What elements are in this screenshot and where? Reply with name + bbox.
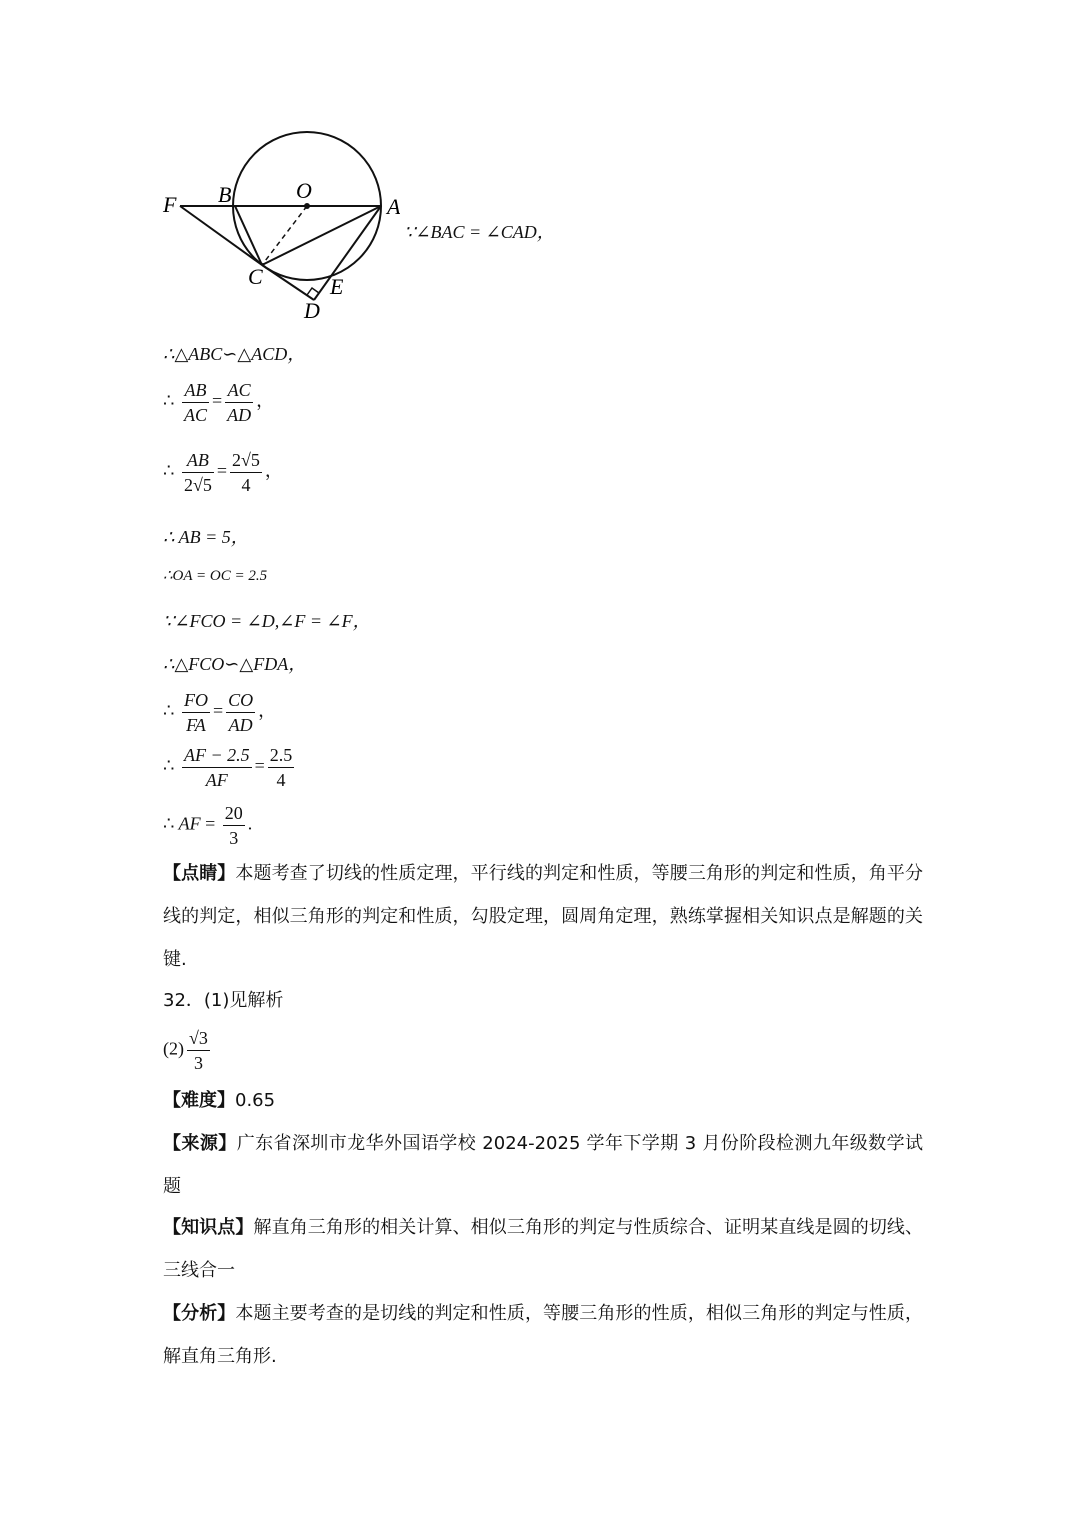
step-ratio-2: ∴ $\frac{AB}{2√5}$ = $\frac{2√5}{4}$ ，: [163, 450, 283, 495]
label-b: B: [218, 182, 232, 207]
segment-cd: [262, 265, 314, 300]
segment-ac: [262, 206, 381, 265]
label-d: D: [304, 298, 320, 323]
label-a: A: [387, 194, 400, 219]
label-c: C: [248, 264, 263, 289]
step-af-value: ∴ AF = $\frac{20}{3}$ .: [163, 803, 253, 848]
q32-answer-1: 32．(1)见解析: [163, 990, 284, 1011]
step-angle-equal: ∵∠BAC = ∠CAD，: [404, 222, 555, 242]
difficulty-line: 【难度】0.65: [163, 1090, 276, 1111]
knowledge-paragraph: 【知识点】解直角三角形的相关计算、相似三角形的判定与性质综合、证明某直线是圆的切线、三线合一: [163, 1217, 924, 1281]
step-radius: ∴OA = OC = 2.5: [163, 568, 268, 584]
center-o-point: [304, 203, 310, 209]
step-similar-abc-acd: ∴△ABC∽△ACD，: [163, 344, 306, 364]
comment-tag: 【点睛】: [163, 863, 236, 884]
label-o: O: [296, 178, 312, 203]
step-ratio-4: ∴ $\frac{AF - 2.5}{AF}$ = $\frac{2.5}{4}$: [163, 745, 293, 790]
comment-text: 本题考查了切线的性质定理，平行线的判定和性质，等腰三角形的判定和性质，角平分线的判定，相似三角形的判定和性质，勾股定理，圆周角定理，熟练掌握相关知识点是解题的关键.: [163, 863, 923, 970]
segment-ad: [314, 206, 381, 300]
source-paragraph: 【来源】广东省深圳市龙华外国语学校 2024-2025 学年下学期 3 月份阶段检测九年级数学试题: [163, 1133, 924, 1197]
analysis-paragraph: 【分析】本题主要考查的是切线的判定和性质，等腰三角形的性质，相似三角形的判定与性质，解直角三角形.: [163, 1303, 923, 1367]
label-f: F: [163, 192, 177, 217]
segment-oc-dashed: [262, 206, 307, 265]
step-ratio-1: ∴ $\frac{AB}{AC}$ = $\frac{AC}{AD}$ ，: [163, 380, 275, 425]
circle-geometry-figure: [160, 128, 400, 328]
step-ratio-3: ∴ $\frac{FO}{FA}$ = $\frac{CO}{AD}$ ，: [163, 690, 277, 735]
step-similar-fco-fda: ∴△FCO∽△FDA，: [163, 654, 307, 674]
step-angle-equal-2: ∵∠FCO = ∠D,∠F = ∠F，: [163, 611, 371, 631]
q32-answer-2: (2) $\frac{√3}{3}$: [163, 1028, 208, 1073]
comment-paragraph: [163, 852, 923, 981]
segment-fc: [180, 206, 262, 265]
label-e: E: [330, 274, 344, 299]
step-ab-value: ∴ AB = 5，: [163, 527, 249, 547]
